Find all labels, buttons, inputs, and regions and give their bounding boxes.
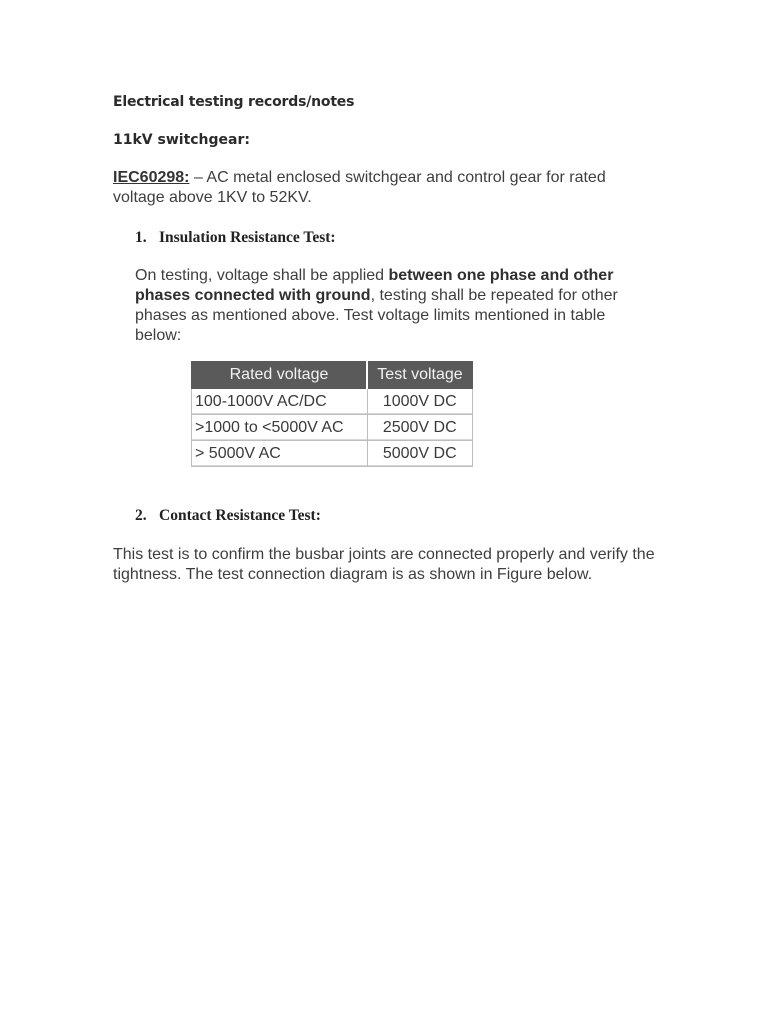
table-cell-rated-voltage: > 5000V AC [192,441,368,467]
test-number: 2. [135,507,147,524]
standard-reference [113,168,653,208]
test-heading-insulation [135,229,336,247]
paragraph-text: , testing shall be repeated for other phases as mentioned above. Test voltage limits mentioned in table below: [135,287,618,344]
test-voltage-table [191,361,473,467]
column-header-rated-voltage: Rated voltage [192,362,368,389]
table-cell-rated-voltage: >1000 to <5000V AC [192,415,368,441]
section-title: 11kV switchgear: [113,132,250,148]
column-header-test-voltage: Test voltage [367,362,473,389]
table-cell-rated-voltage: 100-1000V AC/DC [192,389,368,415]
test-heading-contact [135,507,321,525]
document-title: Electrical testing records/notes [113,94,355,110]
table-cell-test-voltage: 5000V DC [367,441,473,467]
table-cell-test-voltage: 1000V DC [367,389,473,415]
test-title: Insulation Resistance Test: [159,229,336,246]
table-header-row [192,362,473,389]
standard-description: – AC metal enclosed switchgear and control gear for rated voltage above 1KV to 52KV. [113,169,606,206]
standard-code: IEC60298: [113,169,190,186]
test-title: Contact Resistance Test: [159,507,321,524]
contact-paragraph: This test is to confirm the busbar joints are connected properly and verify the tightness. The test connection diagram is as shown in Figure below. [113,546,655,583]
paragraph-bold-text: between one phase and other phases connected with ground [135,267,614,304]
insulation-paragraph [135,266,655,346]
table-cell-test-voltage: 2500V DC [367,415,473,441]
paragraph-text: On testing, voltage shall be applied [135,267,389,284]
table-row [192,441,473,467]
table-row [192,415,473,441]
table-row [192,389,473,415]
test-number: 1. [135,229,147,246]
